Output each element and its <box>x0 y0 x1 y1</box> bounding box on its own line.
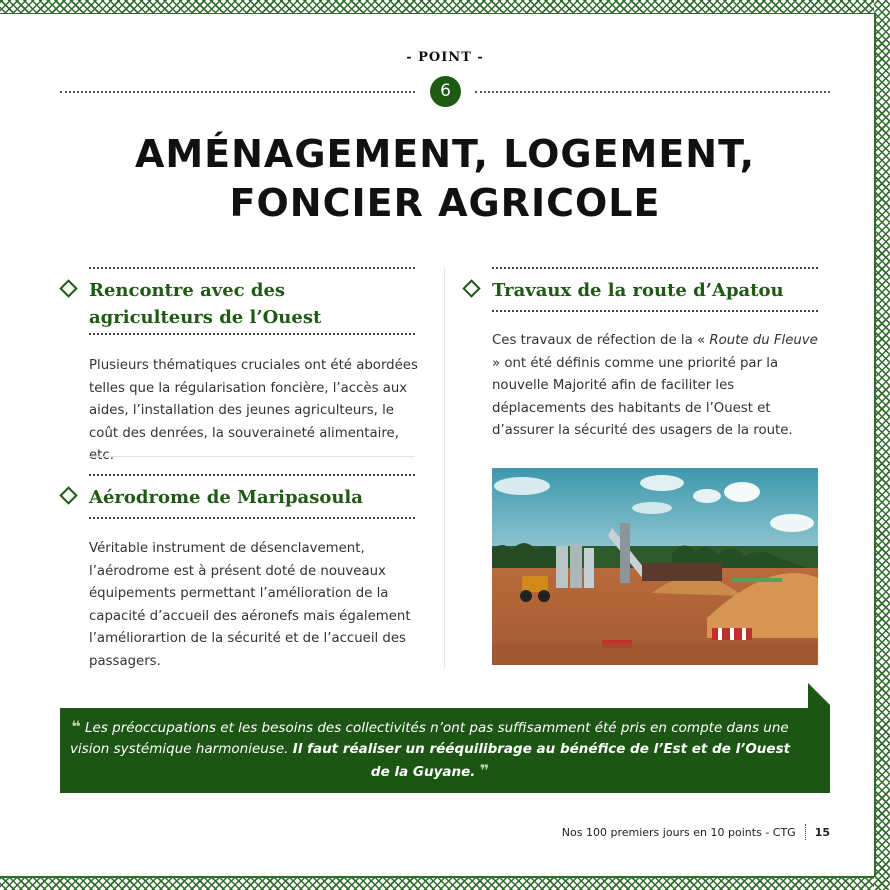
section-rule <box>492 267 818 269</box>
section-body-apatou <box>492 330 820 443</box>
decorative-border-bottom <box>0 876 890 890</box>
section-rule <box>89 267 415 269</box>
point-number-badge: 6 <box>430 76 461 107</box>
section-divider <box>89 456 415 457</box>
column-divider <box>444 268 445 668</box>
section-rule <box>89 517 415 519</box>
quote-close-icon: ❞ <box>479 761 490 780</box>
section-title-aerodrome: Aérodrome de Maripasoula <box>89 487 363 508</box>
page-number: 15 <box>814 825 830 839</box>
body-italic-route: Route du Fleuve <box>709 333 818 348</box>
diamond-bullet-icon <box>59 486 77 504</box>
page-footer <box>562 824 830 840</box>
section-body-agriculteurs: Plusieurs thématiques cruciales ont été abordées telles que la régularisation foncière, l’accès aux aides, l’installation des jeunes agriculteurs, le coût des denrées, la souveraineté alimentaire, etc. <box>89 358 418 463</box>
point-label: - POINT - <box>406 50 484 65</box>
decorative-border-top <box>0 0 890 14</box>
construction-site-photo <box>492 468 818 665</box>
point-row <box>60 76 830 108</box>
diamond-bullet-icon <box>462 279 480 297</box>
body-text-run: » ont été définis comme une priorité par la nouvelle Majorité afin de faciliter les déplacements des habitants de l’Ouest et d’assurer la sécurité des usagers de la route. <box>492 355 793 438</box>
page-title-line2: FONCIER AGRICOLE <box>229 181 661 225</box>
section-title-agriculteurs: Rencontre avec des agriculteurs de l’Ouest <box>89 280 322 328</box>
footer-separator <box>805 824 806 840</box>
footer-text: Nos 100 premiers jours en 10 points - CTG <box>561 825 796 839</box>
quote-text <box>60 716 800 783</box>
section-title-apatou: Travaux de la route d’Apatou <box>492 280 784 301</box>
section-rule <box>89 333 415 335</box>
quote-text-bold: Il faut réaliser un rééquilibrage au bénéfice de l’Est et de l’Ouest de la Guyane. <box>292 741 791 780</box>
section-body-aerodrome: Véritable instrument de désenclavement, l’aérodrome est à présent doté de nouveaux équipements permettant l’amélioration de la capacité d’accueil des aéronefs mais également l’améliorartion de la sécurité et de l’accueil des passagers. <box>89 541 411 669</box>
dotted-rule-left <box>60 91 415 93</box>
diamond-bullet-icon <box>59 279 77 297</box>
page-title <box>0 130 890 228</box>
section-rule <box>492 310 818 312</box>
body-text-run: Ces travaux de réfection de la « <box>492 333 710 348</box>
section-rule <box>89 474 415 476</box>
page-title-line1: AMÉNAGEMENT, LOGEMENT, <box>134 132 756 176</box>
quote-open-icon: ❝ <box>71 717 81 736</box>
quote-text-regular: Les préoccupations et les besoins des collectivités n’ont pas suffisamment été pris en compte dans une vision systémique harmonieuse. <box>69 720 789 757</box>
dotted-rule-right <box>475 91 830 93</box>
